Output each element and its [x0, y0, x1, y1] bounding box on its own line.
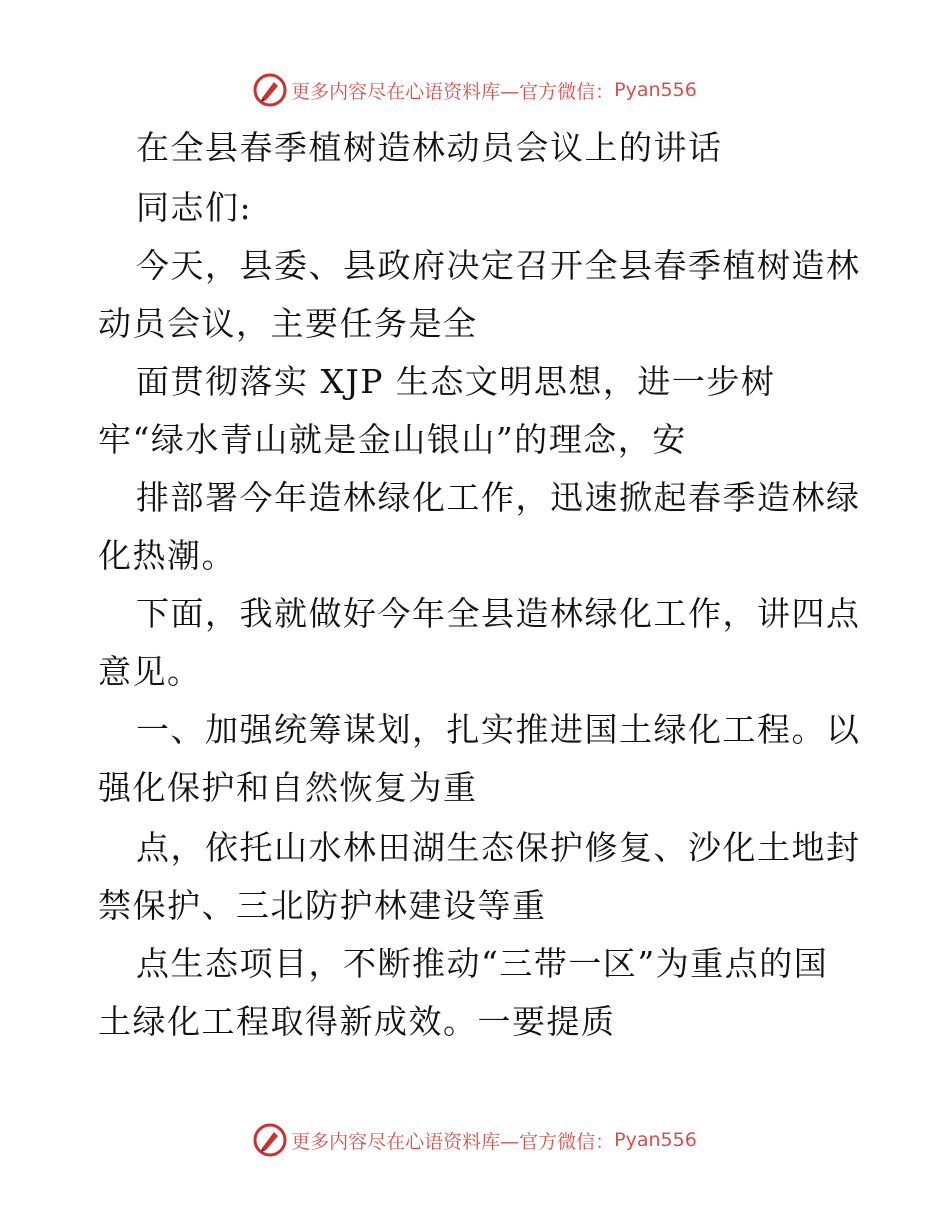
watermark-banner-top [0, 70, 950, 110]
paragraph-line: 动员会议，主要任务是全 [98, 304, 478, 343]
watermark-handle: Pyan556 [614, 1129, 697, 1151]
paragraph-line: 点生态项目，不断推动“三带一区”为重点的国 [136, 944, 829, 983]
section-heading-line: 一、加强统筹谋划，扎实推进国土绿化工程。以 [136, 710, 861, 749]
paragraph-line: 禁保护、三北防护林建设等重 [98, 886, 547, 925]
paragraph-line: 土绿化工程取得新成效。一要提质 [98, 1002, 616, 1041]
paragraph-line: 排部署今年造林绿化工作，迅速掀起春季造林绿 [136, 478, 861, 517]
watermark-text: 更多内容尽在心语资料库—官方微信： [291, 80, 615, 103]
paragraph-line: 牢“绿水青山就是金山银山”的理念，安 [98, 420, 687, 459]
salutation: 同志们: [136, 188, 253, 227]
watermark-banner-bottom [0, 1120, 950, 1160]
pen-logo-icon [253, 1123, 287, 1157]
paragraph-line: 强化保护和自然恢复为重 [98, 768, 478, 807]
paragraph-line: 点，依托山水林田湖生态保护修复、沙化土地封 [136, 828, 861, 867]
paragraph-line: 面贯彻落实 XJP 生态文明思想，进一步树 [136, 362, 776, 401]
pen-logo-icon [253, 73, 287, 107]
paragraph-line: 下面，我就做好今年全县造林绿化工作，讲四点 [136, 594, 861, 633]
paragraph-line: 今天，县委、县政府决定召开全县春季植树造林 [136, 246, 861, 285]
watermark-text: 更多内容尽在心语资料库—官方微信： [291, 1130, 615, 1153]
paragraph-line: 化热潮。 [98, 536, 236, 575]
document-title: 在全县春季植树造林动员会议上的讲话 [136, 128, 723, 167]
watermark-handle: Pyan556 [614, 79, 697, 101]
paragraph-line: 意见。 [98, 652, 202, 691]
